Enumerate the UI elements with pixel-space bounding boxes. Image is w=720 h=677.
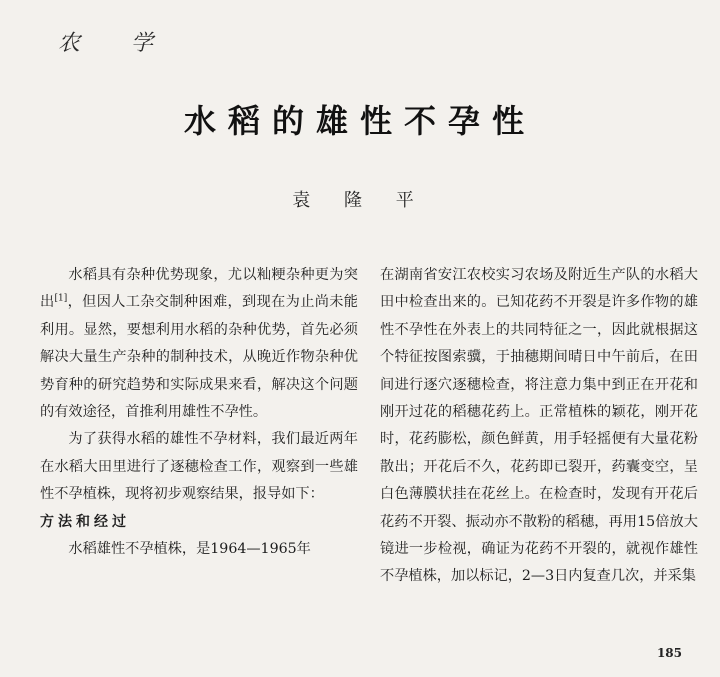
intro-text-a: 水稻具有杂种优势现象，尤以籼粳杂种更为突出 [40, 267, 358, 311]
methods-continued-paragraph: 在湖南省安江农校实习农场及附近生产队的水稻大田中检查出来的。已知花药不开裂是许多作物的雄性不孕性在外表上的共同特征之一，因此就根据这个特征按图索骥，于抽穗期间晴日中午前后，在田间进行逐穴逐穗检查，将注意力集中到正在开花和刚开过花的稻穗花药上。正常植株的颖花，刚开花时，花药膨松，颜色鲜黄，用手轻摇便有大量花粉散出；开花后不久，花药即已裂开，药囊变空，呈白色薄膜状挂在花丝上。在检查时，发现有开花后花药不开裂、振动亦不散粉的稻穗，再用15倍放大镜进一步检视，确证为花药不开裂的，就视作雄性不孕植株，加以标记，2—3日内复查几次，并采集 [380, 267, 698, 585]
section-heading: 方法和经过 [40, 513, 130, 530]
purpose-paragraph: 为了获得水稻的雄性不孕材料，我们最近两年在水稻大田里进行了逐穗检查工作，观察到一些雄性不孕植株，现将初步观察结果，报导如下： [40, 431, 358, 503]
article-title: 水稻的雄性不孕性 [183, 102, 536, 140]
citation-ref: [1] [54, 293, 68, 304]
article-author: 袁 隆 平 [292, 190, 428, 211]
intro-paragraph [40, 262, 358, 426]
right-column [380, 262, 698, 591]
methods-paragraph: 水稻雄性不孕植株，是1964—1965年 [68, 541, 311, 558]
left-column [40, 262, 358, 563]
intro-text-b: ，但因人工杂交制种困难，到现在为止尚未能利用。显然，要想利用水稻的杂种优势，首先必须解决大量生产杂种的制种技术，从晚近作物杂种优势育种的研究趋势和实际成果来看，解决这个问题的有效途径，首推利用雄性不孕性。 [40, 294, 358, 421]
section-label: 农 学 [58, 31, 175, 56]
page-number: 185 [656, 646, 682, 660]
